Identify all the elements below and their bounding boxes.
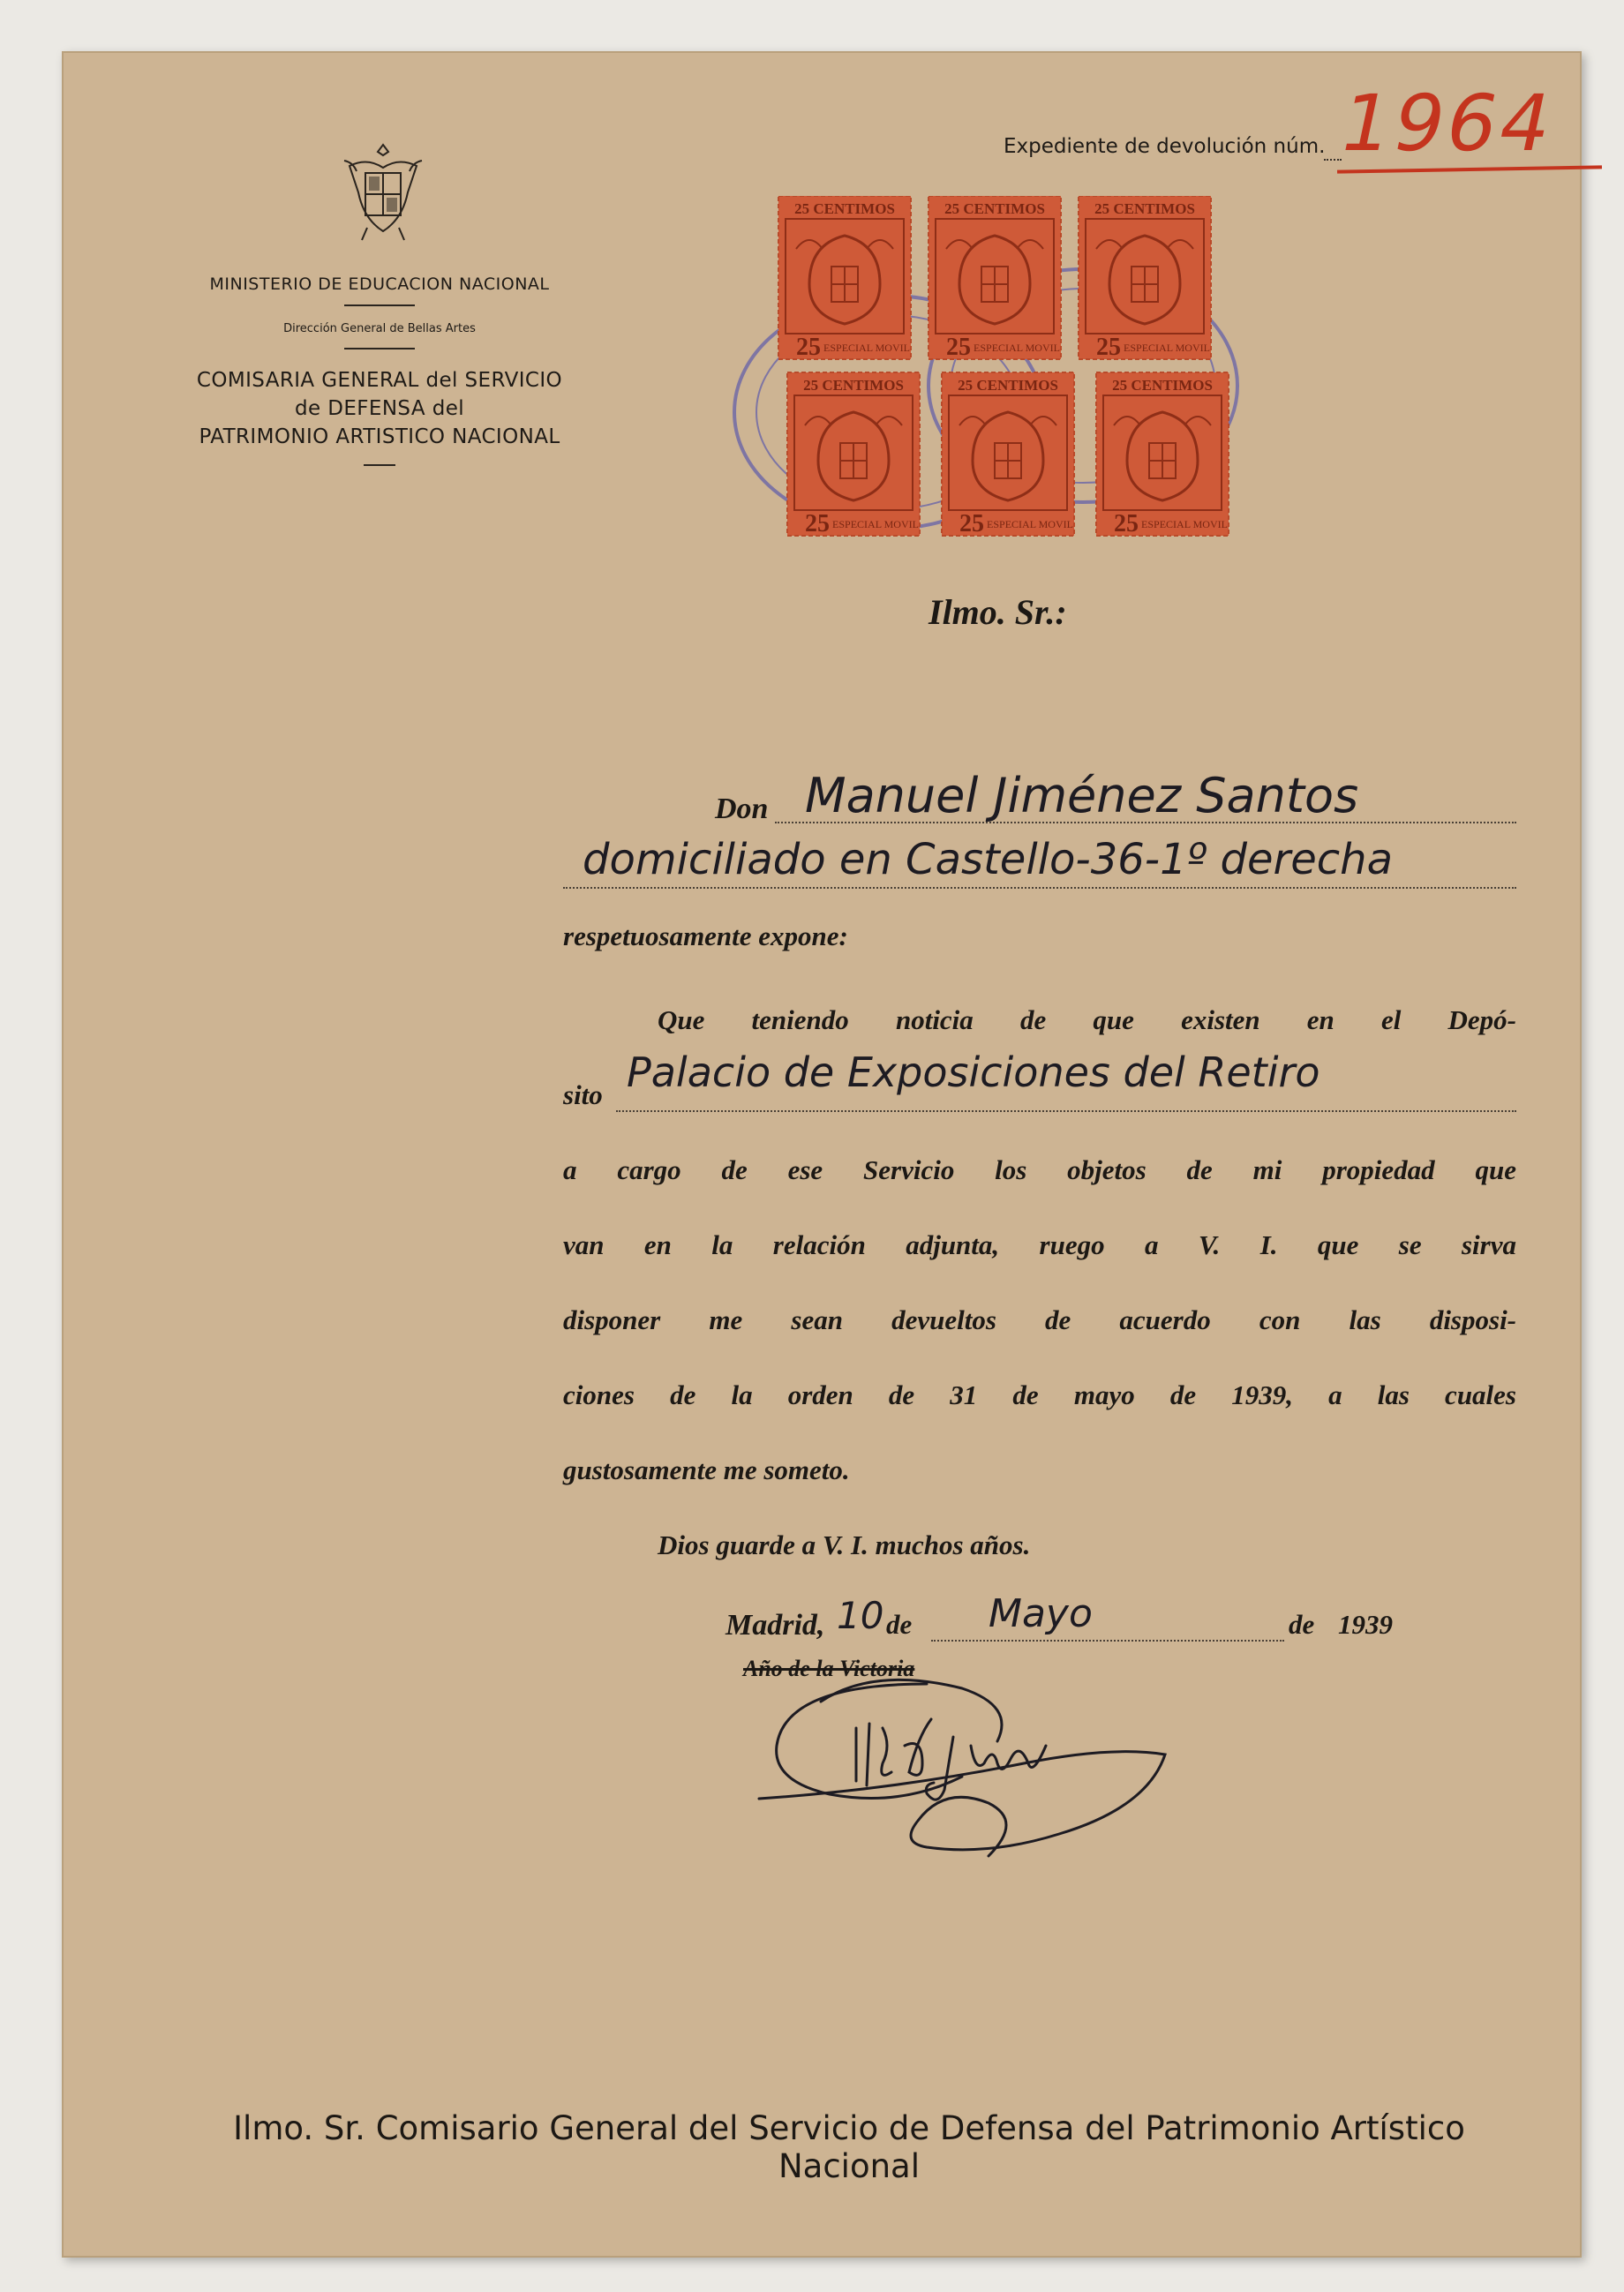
revenue-stamp <box>942 372 1074 537</box>
signature <box>750 1666 1244 1860</box>
commission-line: de DEFENSA del <box>294 397 465 420</box>
commission-line: PATRIMONIO ARTISTICO NACIONAL <box>199 425 560 448</box>
stamp-denomination: 25 CENTIMOS <box>1112 377 1213 394</box>
don-label: Don <box>715 793 769 825</box>
letterhead-divider <box>344 348 415 349</box>
paragraph-line: a cargo de ese Servicio los objetos de mi propiedad que <box>563 1154 1516 1185</box>
letterhead-divider <box>364 464 395 466</box>
stamp-denomination: 25 CENTIMOS <box>794 200 895 217</box>
stamp-footer: ESPECIAL MOVIL <box>1141 518 1228 530</box>
closing-formula: Dios guarde a V. I. muchos años. <box>658 1529 1031 1560</box>
paragraph-line: disponer me sean devueltos de acuerdo con las disposi- <box>563 1304 1516 1335</box>
stamp-denomination: 25 CENTIMOS <box>958 377 1058 394</box>
revenue-stamp <box>787 372 920 537</box>
paragraph-line: van en la relación adjunta, ruego a V. I. que se sirva <box>563 1229 1516 1260</box>
date-day: 10 <box>837 1594 884 1637</box>
stamp-value: 25 <box>959 510 984 537</box>
date-year: 1939 <box>1338 1609 1393 1640</box>
stamp-denomination: 25 CENTIMOS <box>803 377 904 394</box>
date-month: Mayo <box>989 1591 1093 1636</box>
stamp-footer: ESPECIAL MOVIL <box>832 518 919 530</box>
stamp-footer: ESPECIAL MOVIL <box>1124 342 1210 354</box>
letterhead-divider <box>344 304 415 306</box>
stamp-value: 25 <box>1096 334 1121 361</box>
coat-of-arms-icon <box>341 139 425 244</box>
stamp-value: 25 <box>1114 510 1139 537</box>
stamp-value: 25 <box>946 334 971 361</box>
date-place: Madrid, <box>726 1609 825 1642</box>
stamp-denomination: 25 CENTIMOS <box>1094 200 1195 217</box>
stamp-denomination: 25 CENTIMOS <box>944 200 1045 217</box>
salutation: Ilmo. Sr.: <box>929 592 1067 632</box>
deposit-name: Palacio de Exposiciones del Retiro <box>627 1048 1320 1096</box>
deposit-line <box>616 1110 1516 1112</box>
paragraph-line: ciones de la orden de 31 de mayo de 1939, a las cuales <box>563 1379 1516 1410</box>
revenue-stamp <box>1079 196 1211 361</box>
revenue-stamp <box>1096 372 1229 537</box>
sito-text: sito <box>563 1079 603 1110</box>
month-line <box>931 1640 1284 1642</box>
exposes-text: respetuosamente expone: <box>563 921 848 951</box>
ministry-name: MINISTERIO DE EDUCACION NACIONAL <box>209 274 550 294</box>
date-de: de <box>886 1609 913 1640</box>
document-sheet <box>62 51 1582 2258</box>
stamp-footer: ESPECIAL MOVIL <box>987 518 1073 530</box>
applicant-name: Manuel Jiménez Santos <box>805 768 1359 823</box>
file-number-label: Expediente de devolución núm. <box>1004 135 1326 158</box>
paragraph-line: Que teniendo noticia de que existen en el Depó- <box>658 1004 1516 1035</box>
address-line <box>563 887 1516 889</box>
applicant-address: domiciliado en Castello-36-1º derecha <box>583 835 1393 884</box>
directorate-name: Dirección General de Bellas Artes <box>283 322 476 335</box>
stamp-value: 25 <box>805 510 830 537</box>
date-de: de <box>1289 1609 1315 1640</box>
paragraph-line: gustosamente me someto. <box>563 1454 850 1485</box>
stamp-value: 25 <box>796 334 821 361</box>
revenue-stamps <box>726 196 1246 567</box>
stamp-footer: ESPECIAL MOVIL <box>823 342 910 354</box>
stamp-footer: ESPECIAL MOVIL <box>974 342 1060 354</box>
commission-name <box>159 366 600 451</box>
revenue-stamp <box>778 196 911 361</box>
addressee-footer: Ilmo. Sr. Comisario General del Servicio de Defensa del Patrimonio Artístico Nacional <box>233 2109 1465 2185</box>
file-number: 1964 <box>1332 78 1563 169</box>
victory-year-struck: Año de la Victoria <box>743 1656 915 1681</box>
commission-line: COMISARIA GENERAL del SERVICIO <box>196 369 563 392</box>
revenue-stamp <box>929 196 1061 361</box>
